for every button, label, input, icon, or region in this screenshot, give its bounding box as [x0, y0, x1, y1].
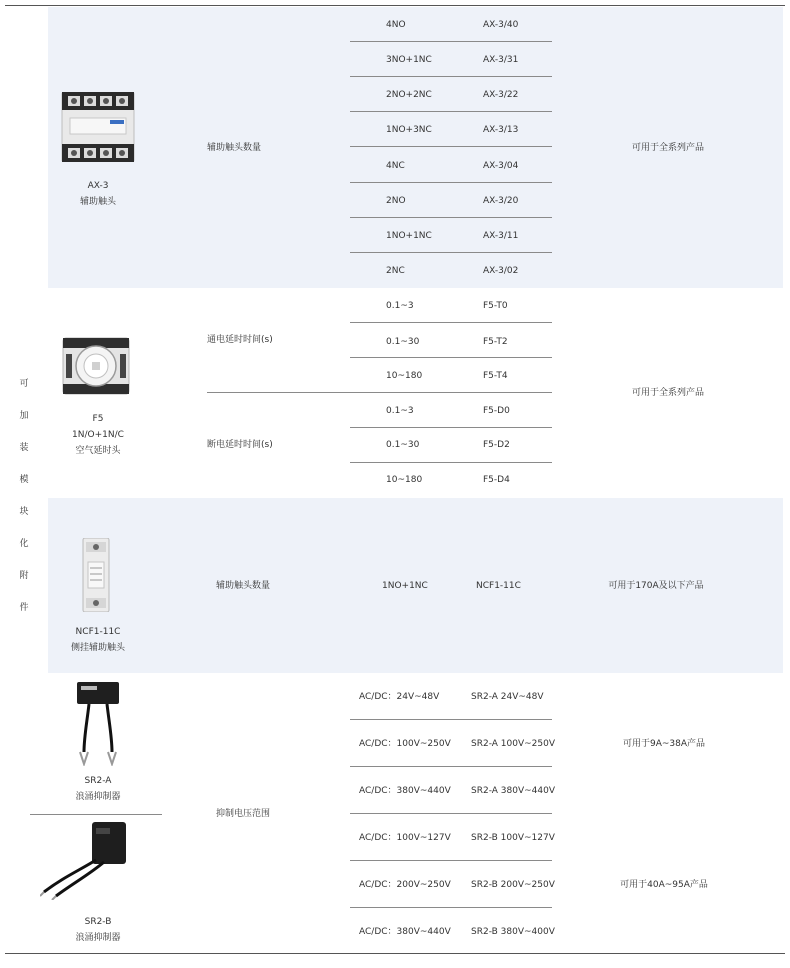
model-cell: SR2-A 100V~250V [471, 739, 555, 749]
spec-cell: AC/DC：200V~250V [359, 880, 451, 890]
model-cell: SR2-B 200V~250V [471, 880, 555, 890]
row-divider [350, 146, 552, 147]
spec-cell: 3NO+1NC [386, 55, 432, 65]
ncf1-desc: 侧挂辅助触头 [70, 643, 126, 653]
spec-cell: AC/DC：380V~440V [359, 786, 451, 796]
side-label-char: 加 [19, 411, 29, 421]
f5-desc: 空气延时头 [75, 446, 121, 456]
row-divider [350, 357, 552, 358]
sr2b-desc: 浪涌抑制器 [75, 933, 121, 943]
row-divider [350, 860, 552, 861]
sr2a-name: SR2-A [84, 776, 112, 786]
row-divider [350, 462, 552, 463]
spec-cell: 0.1~3 [386, 406, 414, 416]
model-cell: SR2-B 100V~127V [471, 833, 555, 843]
model-cell: F5-D0 [483, 406, 510, 416]
row-divider [350, 907, 552, 908]
side-label-char: 可 [19, 379, 29, 389]
model-cell: F5-D2 [483, 440, 510, 450]
model-cell: AX-3/02 [483, 266, 519, 276]
sr2a-product-image [74, 682, 122, 766]
row-divider [350, 322, 552, 323]
sr2b-product-image [40, 820, 130, 900]
model-cell: F5-T4 [483, 371, 508, 381]
spec-cell: 0.1~3 [386, 301, 414, 311]
side-label-char: 附 [19, 571, 29, 581]
spec-cell: 10~180 [386, 475, 423, 485]
spec-cell: 0.1~30 [386, 440, 420, 450]
spec-cell: 2NO [386, 196, 406, 206]
spec-cell: 2NC [386, 266, 405, 276]
row-divider [350, 719, 552, 720]
side-label-char: 化 [19, 539, 29, 549]
row-divider [350, 41, 552, 42]
row-divider [207, 392, 552, 393]
model-cell: AX-3/31 [483, 55, 519, 65]
spec-cell: 4NC [386, 161, 405, 171]
ncf1-spec: 1NO+1NC [382, 581, 428, 591]
f5-param-off: 断电延时时间(s) [207, 440, 273, 450]
model-cell: AX-3/22 [483, 90, 519, 100]
ax3-note: 可用于全系列产品 [631, 143, 705, 153]
model-cell: AX-3/20 [483, 196, 519, 206]
spec-cell: 4NO [386, 20, 406, 30]
model-cell: AX-3/40 [483, 20, 519, 30]
row-divider [350, 182, 552, 183]
f5-param-on: 通电延时时间(s) [207, 335, 273, 345]
table-top-rule [5, 5, 785, 6]
table-bottom-rule [5, 953, 785, 954]
f5-sub: 1N/O+1N/C [72, 430, 124, 440]
ncf1-note: 可用于170A及以下产品 [608, 581, 704, 591]
row-divider [350, 217, 552, 218]
model-cell: F5-D4 [483, 475, 510, 485]
model-cell: F5-T0 [483, 301, 508, 311]
side-label-char: 模 [19, 475, 29, 485]
spec-cell: AC/DC：100V~250V [359, 739, 451, 749]
ax3-product-image [60, 92, 136, 162]
row-divider [350, 76, 552, 77]
spec-cell: 2NO+2NC [386, 90, 432, 100]
row-divider [350, 813, 552, 814]
row-divider [350, 427, 552, 428]
spec-cell: 0.1~30 [386, 337, 420, 347]
ax3-desc: 辅助触头 [79, 197, 117, 207]
row-divider [350, 111, 552, 112]
model-cell: F5-T2 [483, 337, 508, 347]
sr2-note-b: 可用于40A~95A产品 [620, 880, 708, 890]
sr2-param: 抑制电压范围 [216, 809, 271, 819]
side-label-char: 装 [19, 443, 29, 453]
ncf1-name: NCF1-11C [75, 627, 121, 637]
spec-cell: 10~180 [386, 371, 423, 381]
model-cell: SR2-A 24V~48V [471, 692, 544, 702]
sr2a-desc: 浪涌抑制器 [75, 792, 121, 802]
sr2b-name: SR2-B [84, 917, 112, 927]
ncf1-product-image [81, 538, 111, 612]
spec-cell: AC/DC：380V~440V [359, 927, 451, 937]
sr2-note-a: 可用于9A~38A产品 [622, 739, 706, 749]
spec-cell: 1NO+1NC [386, 231, 432, 241]
ncf1-param: 辅助触头数量 [216, 581, 271, 591]
f5-product-image [62, 334, 130, 398]
model-cell: AX-3/04 [483, 161, 519, 171]
model-cell: SR2-A 380V~440V [471, 786, 555, 796]
side-label-char: 块 [19, 507, 29, 517]
row-divider [350, 252, 552, 253]
model-cell: AX-3/13 [483, 125, 519, 135]
model-cell: AX-3/11 [483, 231, 519, 241]
spec-cell: AC/DC：24V~48V [359, 692, 440, 702]
sr2-product-divider [30, 814, 162, 815]
spec-cell: AC/DC：100V~127V [359, 833, 451, 843]
model-cell: SR2-B 380V~400V [471, 927, 555, 937]
f5-note: 可用于全系列产品 [631, 388, 705, 398]
side-label-char: 件 [19, 603, 29, 613]
row-divider [350, 766, 552, 767]
ax3-param: 辅助触头数量 [207, 143, 262, 153]
ncf1-model: NCF1-11C [476, 581, 521, 591]
f5-name: F5 [92, 414, 104, 424]
spec-cell: 1NO+3NC [386, 125, 432, 135]
ax3-name: AX-3 [87, 181, 109, 191]
